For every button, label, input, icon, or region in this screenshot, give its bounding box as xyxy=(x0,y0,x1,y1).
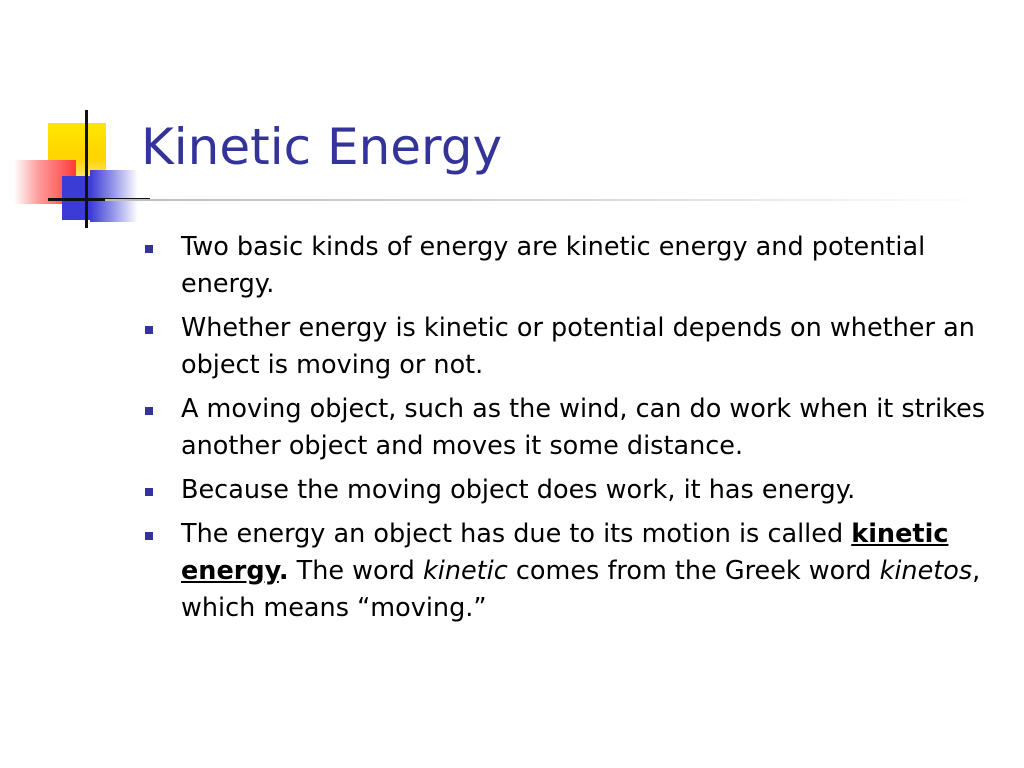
square-bullet-icon xyxy=(145,326,153,334)
decorative-squares-logo xyxy=(0,0,150,240)
title-divider xyxy=(105,199,985,201)
bullet-item xyxy=(143,391,993,465)
square-bullet-icon xyxy=(145,245,153,253)
keyword-period: . xyxy=(278,556,289,586)
bullet-text-rich xyxy=(181,519,980,623)
bullet-text-part: comes from the Greek word xyxy=(507,556,880,586)
bullet-item xyxy=(143,472,993,509)
vertical-crosshair-line xyxy=(85,110,88,228)
bullet-list xyxy=(143,229,993,634)
bullet-text-part: The energy an object has due to its motion is called xyxy=(181,519,852,549)
bullet-text: Whether energy is kinetic or potential depends on whether an object is moving or not. xyxy=(181,313,975,380)
bullet-text: Two basic kinds of energy are kinetic energy and potential energy. xyxy=(181,232,926,299)
slide-title: Kinetic Energy xyxy=(141,118,503,176)
bullet-text-part: The word xyxy=(288,556,423,586)
bullet-text: A moving object, such as the wind, can do work when it strikes another object and moves it some distance. xyxy=(181,394,986,461)
term-kinetos: kinetos xyxy=(879,556,973,586)
bullet-item xyxy=(143,516,993,627)
bullet-text: Because the moving object does work, it has energy. xyxy=(181,475,856,505)
bullet-item xyxy=(143,310,993,384)
bullet-item xyxy=(143,229,993,303)
kinetic-energy-keyword: kinetic energy xyxy=(181,519,949,586)
square-bullet-icon xyxy=(145,407,153,415)
square-bullet-icon xyxy=(145,532,153,540)
bullet-text-part: , which means “moving.” xyxy=(181,556,981,623)
blue-fade-square-shape xyxy=(90,170,138,222)
term-kinetic: kinetic xyxy=(422,556,508,586)
square-bullet-icon xyxy=(145,488,153,496)
